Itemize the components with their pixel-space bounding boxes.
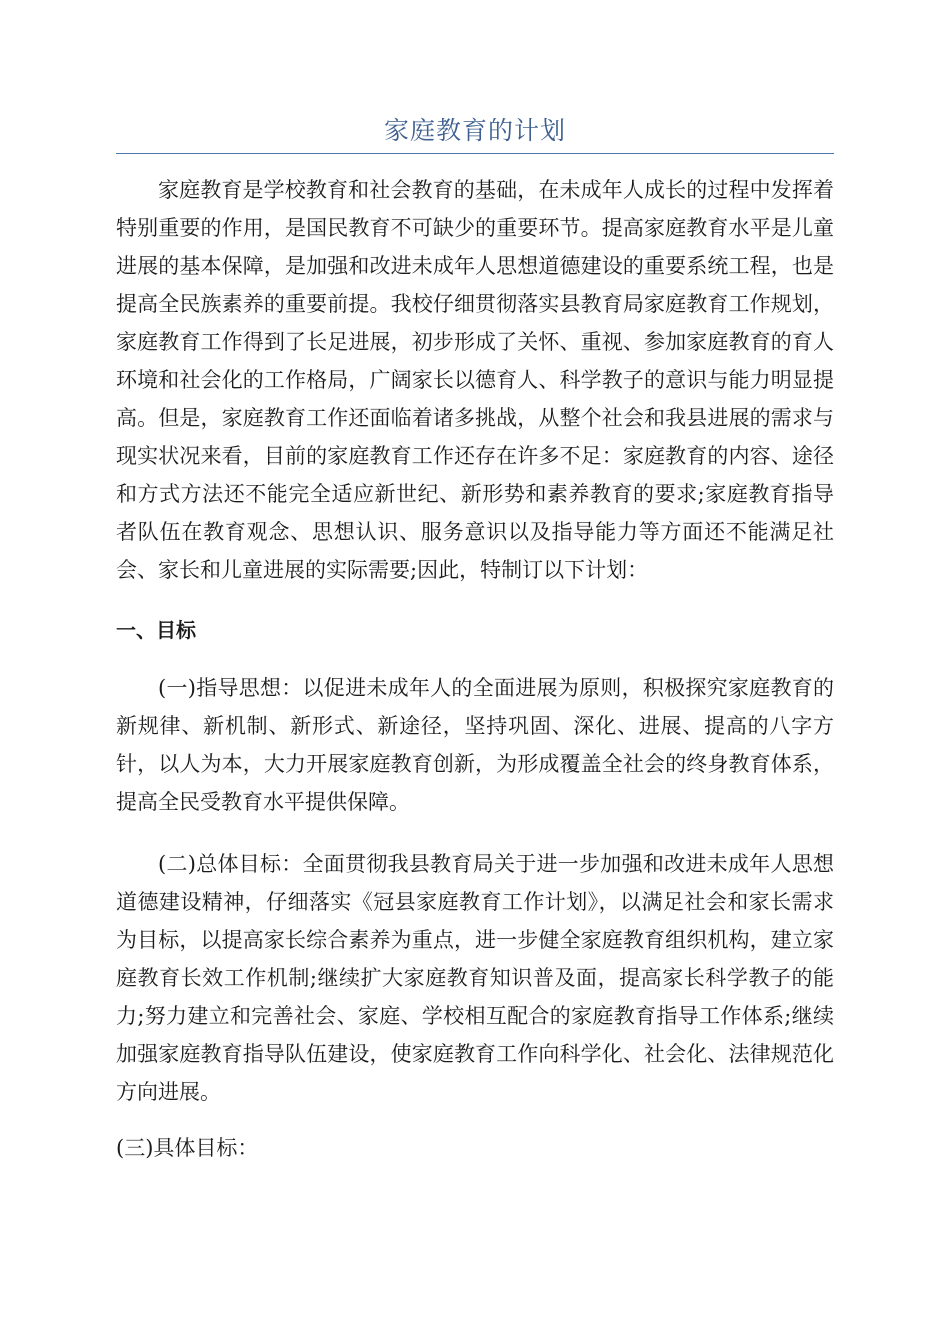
overall-goal-paragraph: (二)总体目标：全面贯彻我县教育局关于进一步加强和改进未成年人思想道德建设精神，仔细落实《冠县家庭教育工作计划》，以满足社会和家长需求为目标，以提高家长综合素养为重点，进一步健全家庭教育组织机构，建立家庭教育长效工作机制;继续扩大家庭教育知识普及面，提高家长科学教子的能力;努力建立和完善社会、家庭、学校相互配合的家庭教育指导工作体系;继续加强家庭教育指导队伍建设，使家庭教育工作向科学化、社会化、法律规范化方向进展。 [116,852,834,1104]
guiding-ideology-paragraph: (一)指导思想：以促进未成年人的全面进展为原则，积极探究家庭教育的新规律、新机制、新形式、新途径，坚持巩固、深化、进展、提高的八字方针，以人为本，大力开展家庭教育创新，为形成覆盖全社会的终身教育体系，提高全民受教育水平提供保障。 [116,676,834,814]
document-title: 家庭教育的计划 [383,116,566,145]
title-underline [116,153,834,154]
section-heading-goals: 一、目标 [116,618,196,642]
specific-goals-heading: (三)具体目标： [116,1136,259,1160]
intro-paragraph: 家庭教育是学校教育和社会教育的基础，在未成年人成长的过程中发挥着特别重要的作用，是国民教育不可缺少的重要环节。提高家庭教育水平是儿童进展的基本保障，是加强和改进未成年人思想道德建设的重要系统工程，也是提高全民族素养的重要前提。我校仔细贯彻落实县教育局家庭教育工作规划，家庭教育工作得到了长足进展，初步形成了关怀、重视、参加家庭教育的育人环境和社会化的工作格局，广阔家长以德育人、科学教子的意识与能力明显提高。但是，家庭教育工作还面临着诸多挑战，从整个社会和我县进展的需求与现实状况来看，目前的家庭教育工作还存在许多不足：家庭教育的内容、途径和方式方法还不能完全适应新世纪、新形势和素养教育的要求;家庭教育指导者队伍在教育观念、思想认识、服务意识以及指导能力等方面还不能满足社会、家长和儿童进展的实际需要;因此，特制订以下计划： [116,178,834,582]
document-body [116,171,834,1167]
